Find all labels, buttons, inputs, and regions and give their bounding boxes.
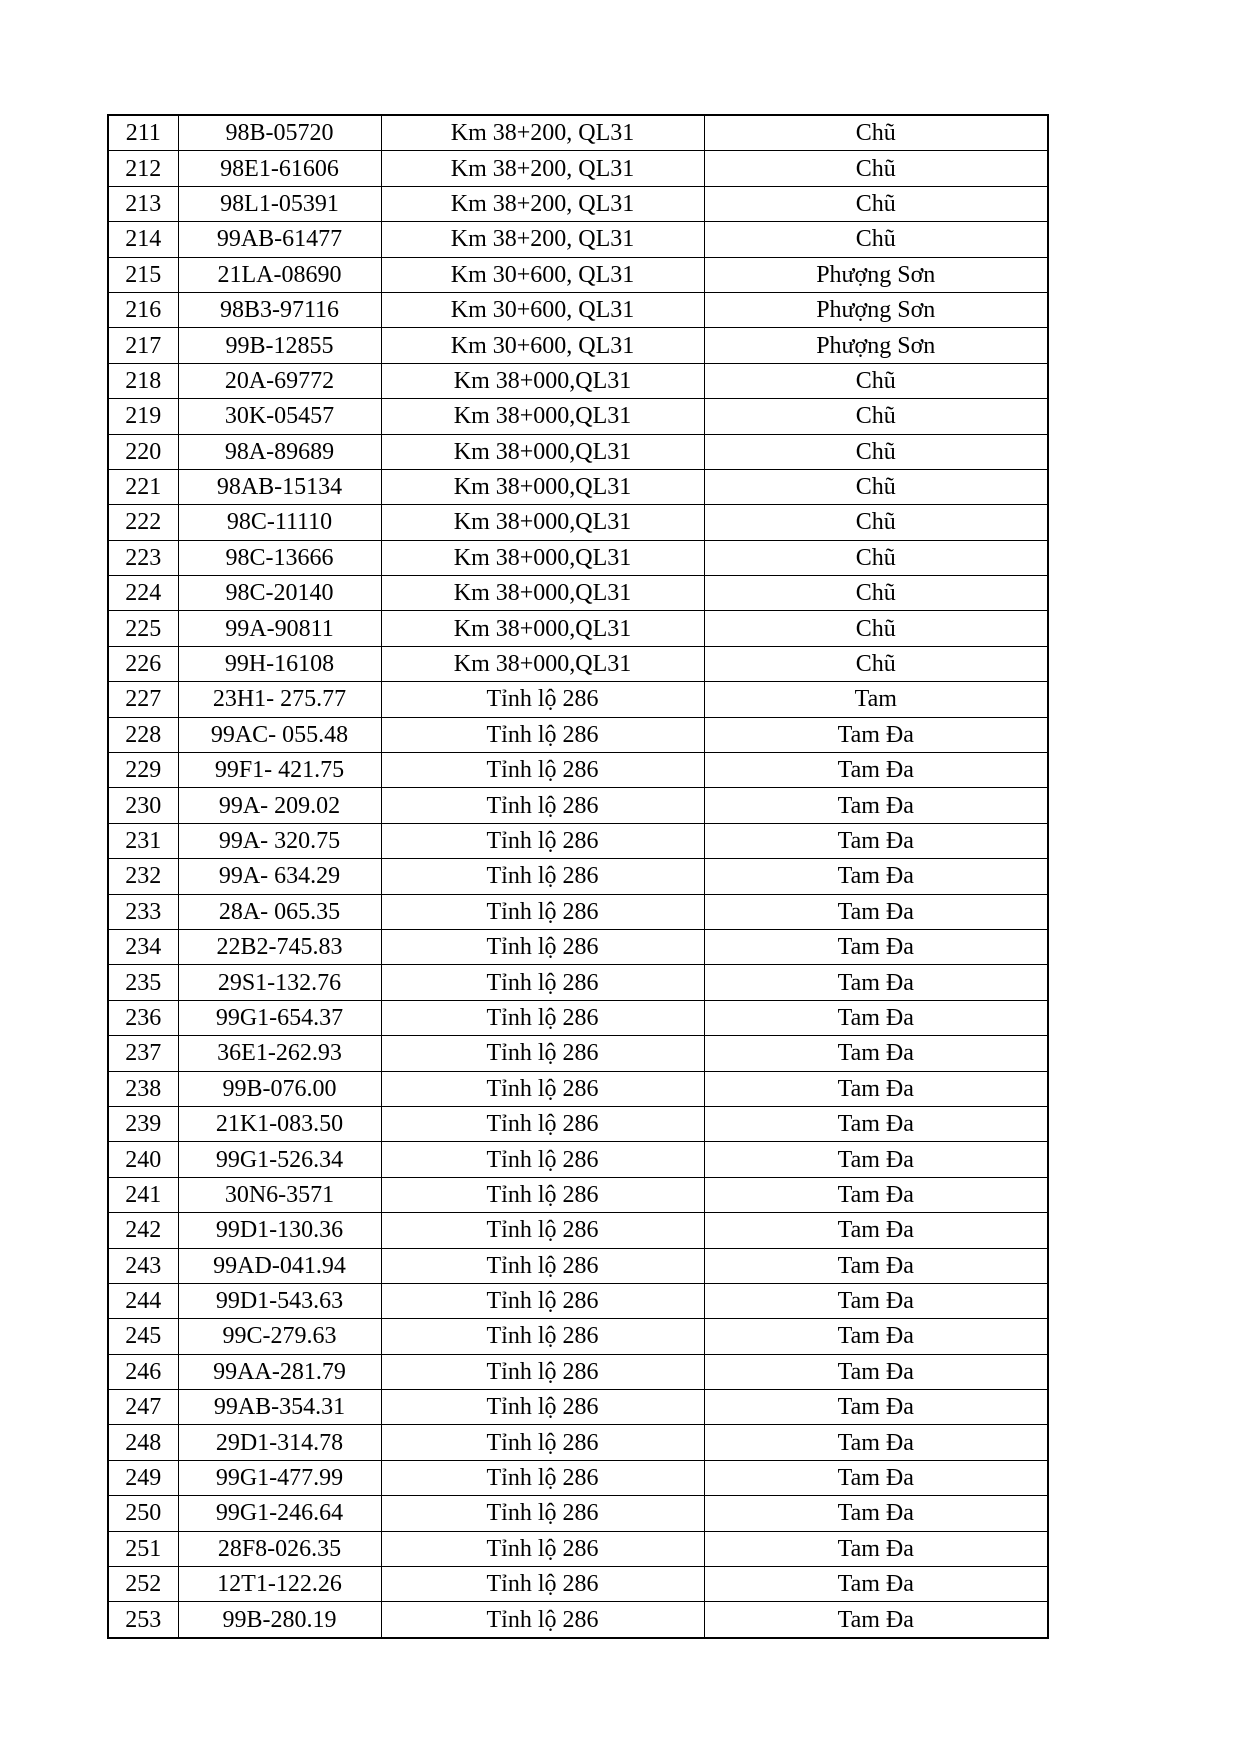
row-number: 236 <box>108 1000 178 1035</box>
area: Tam Đa <box>704 1071 1048 1106</box>
table-row <box>108 788 1048 823</box>
table-row <box>108 1177 1048 1212</box>
row-number: 229 <box>108 753 178 788</box>
area: Chũ <box>704 646 1048 681</box>
license-plate: 99H-16108 <box>178 646 381 681</box>
area: Chũ <box>704 186 1048 221</box>
vehicle-table <box>107 114 1049 1639</box>
location: Tỉnh lộ 286 <box>381 1567 704 1602</box>
license-plate: 99A- 320.75 <box>178 823 381 858</box>
location: Tỉnh lộ 286 <box>381 682 704 717</box>
table-row <box>108 717 1048 752</box>
row-number: 250 <box>108 1496 178 1531</box>
location: Tỉnh lộ 286 <box>381 929 704 964</box>
table-row <box>108 1460 1048 1495</box>
table-row <box>108 1390 1048 1425</box>
row-number: 252 <box>108 1567 178 1602</box>
table-row <box>108 540 1048 575</box>
area: Tam Đa <box>704 1036 1048 1071</box>
location: Km 38+000,QL31 <box>381 434 704 469</box>
area: Tam Đa <box>704 823 1048 858</box>
row-number: 221 <box>108 469 178 504</box>
location: Tỉnh lộ 286 <box>381 1531 704 1566</box>
area: Tam Đa <box>704 788 1048 823</box>
location: Km 38+000,QL31 <box>381 399 704 434</box>
row-number: 235 <box>108 965 178 1000</box>
row-number: 234 <box>108 929 178 964</box>
table-row <box>108 505 1048 540</box>
row-number: 220 <box>108 434 178 469</box>
area: Chũ <box>704 434 1048 469</box>
row-number: 228 <box>108 717 178 752</box>
area: Chũ <box>704 151 1048 186</box>
location: Km 38+000,QL31 <box>381 363 704 398</box>
table-row <box>108 363 1048 398</box>
table-row <box>108 753 1048 788</box>
location: Km 30+600, QL31 <box>381 257 704 292</box>
row-number: 238 <box>108 1071 178 1106</box>
row-number: 214 <box>108 222 178 257</box>
area: Tam Đa <box>704 1460 1048 1495</box>
location: Tỉnh lộ 286 <box>381 1425 704 1460</box>
table-row <box>108 965 1048 1000</box>
table-row <box>108 682 1048 717</box>
area: Phượng Sơn <box>704 257 1048 292</box>
area: Tam Đa <box>704 717 1048 752</box>
location: Tỉnh lộ 286 <box>381 1000 704 1035</box>
area: Tam Đa <box>704 1283 1048 1318</box>
license-plate: 30N6-3571 <box>178 1177 381 1212</box>
location: Km 38+200, QL31 <box>381 151 704 186</box>
location: Tỉnh lộ 286 <box>381 1071 704 1106</box>
table-row <box>108 1106 1048 1141</box>
location: Km 38+200, QL31 <box>381 186 704 221</box>
area: Chũ <box>704 222 1048 257</box>
table-row <box>108 1213 1048 1248</box>
table-row <box>108 1496 1048 1531</box>
location: Tỉnh lộ 286 <box>381 894 704 929</box>
area: Tam Đa <box>704 753 1048 788</box>
row-number: 239 <box>108 1106 178 1141</box>
table-body <box>108 115 1048 1638</box>
license-plate: 12T1-122.26 <box>178 1567 381 1602</box>
area: Tam Đa <box>704 1602 1048 1638</box>
row-number: 224 <box>108 576 178 611</box>
license-plate: 99A- 209.02 <box>178 788 381 823</box>
table-row <box>108 1425 1048 1460</box>
row-number: 231 <box>108 823 178 858</box>
row-number: 222 <box>108 505 178 540</box>
license-plate: 99AC- 055.48 <box>178 717 381 752</box>
area: Phượng Sơn <box>704 328 1048 363</box>
license-plate: 98L1-05391 <box>178 186 381 221</box>
area: Phượng Sơn <box>704 292 1048 327</box>
row-number: 223 <box>108 540 178 575</box>
area: Tam <box>704 682 1048 717</box>
license-plate: 98C-20140 <box>178 576 381 611</box>
location: Tỉnh lộ 286 <box>381 717 704 752</box>
area: Chũ <box>704 399 1048 434</box>
license-plate: 98E1-61606 <box>178 151 381 186</box>
row-number: 245 <box>108 1319 178 1354</box>
location: Tỉnh lộ 286 <box>381 1036 704 1071</box>
table-row <box>108 646 1048 681</box>
license-plate: 20A-69772 <box>178 363 381 398</box>
area: Tam Đa <box>704 1567 1048 1602</box>
area: Tam Đa <box>704 1000 1048 1035</box>
license-plate: 99A-90811 <box>178 611 381 646</box>
table-row <box>108 151 1048 186</box>
license-plate: 98B3-97116 <box>178 292 381 327</box>
location: Tỉnh lộ 286 <box>381 859 704 894</box>
license-plate: 98AB-15134 <box>178 469 381 504</box>
table-row <box>108 115 1048 151</box>
table-row <box>108 1354 1048 1389</box>
table-row <box>108 823 1048 858</box>
location: Km 38+000,QL31 <box>381 646 704 681</box>
area: Tam Đa <box>704 965 1048 1000</box>
row-number: 244 <box>108 1283 178 1318</box>
license-plate: 99A- 634.29 <box>178 859 381 894</box>
table-row <box>108 611 1048 646</box>
license-plate: 99C-279.63 <box>178 1319 381 1354</box>
table-row <box>108 434 1048 469</box>
location: Tỉnh lộ 286 <box>381 1142 704 1177</box>
area: Tam Đa <box>704 1390 1048 1425</box>
row-number: 243 <box>108 1248 178 1283</box>
row-number: 216 <box>108 292 178 327</box>
license-plate: 99B-280.19 <box>178 1602 381 1638</box>
table-row <box>108 1319 1048 1354</box>
license-plate: 98B-05720 <box>178 115 381 151</box>
license-plate: 99G1-526.34 <box>178 1142 381 1177</box>
license-plate: 99F1- 421.75 <box>178 753 381 788</box>
row-number: 237 <box>108 1036 178 1071</box>
row-number: 230 <box>108 788 178 823</box>
table-row <box>108 576 1048 611</box>
location: Km 38+000,QL31 <box>381 469 704 504</box>
license-plate: 28F8-026.35 <box>178 1531 381 1566</box>
area: Chũ <box>704 115 1048 151</box>
license-plate: 23H1- 275.77 <box>178 682 381 717</box>
location: Km 38+200, QL31 <box>381 115 704 151</box>
license-plate: 21LA-08690 <box>178 257 381 292</box>
row-number: 248 <box>108 1425 178 1460</box>
row-number: 249 <box>108 1460 178 1495</box>
table-row <box>108 1567 1048 1602</box>
license-plate: 99G1-477.99 <box>178 1460 381 1495</box>
license-plate: 99AB-61477 <box>178 222 381 257</box>
license-plate: 99B-076.00 <box>178 1071 381 1106</box>
location: Tỉnh lộ 286 <box>381 1319 704 1354</box>
table-row <box>108 1142 1048 1177</box>
row-number: 212 <box>108 151 178 186</box>
table-row <box>108 292 1048 327</box>
area: Tam Đa <box>704 1425 1048 1460</box>
license-plate: 21K1-083.50 <box>178 1106 381 1141</box>
table-row <box>108 469 1048 504</box>
row-number: 232 <box>108 859 178 894</box>
table-row <box>108 328 1048 363</box>
table-row <box>108 1071 1048 1106</box>
row-number: 226 <box>108 646 178 681</box>
area: Tam Đa <box>704 1142 1048 1177</box>
table-row <box>108 1602 1048 1638</box>
location: Tỉnh lộ 286 <box>381 1213 704 1248</box>
area: Tam Đa <box>704 1354 1048 1389</box>
area: Tam Đa <box>704 1106 1048 1141</box>
license-plate: 22B2-745.83 <box>178 929 381 964</box>
location: Tỉnh lộ 286 <box>381 1177 704 1212</box>
row-number: 213 <box>108 186 178 221</box>
row-number: 242 <box>108 1213 178 1248</box>
location: Tỉnh lộ 286 <box>381 1106 704 1141</box>
area: Tam Đa <box>704 929 1048 964</box>
location: Tỉnh lộ 286 <box>381 1460 704 1495</box>
license-plate: 99AD-041.94 <box>178 1248 381 1283</box>
location: Tỉnh lộ 286 <box>381 1283 704 1318</box>
area: Chũ <box>704 363 1048 398</box>
area: Chũ <box>704 505 1048 540</box>
row-number: 247 <box>108 1390 178 1425</box>
license-plate: 29S1-132.76 <box>178 965 381 1000</box>
license-plate: 98C-11110 <box>178 505 381 540</box>
row-number: 211 <box>108 115 178 151</box>
location: Tỉnh lộ 286 <box>381 1390 704 1425</box>
location: Km 38+000,QL31 <box>381 540 704 575</box>
area: Tam Đa <box>704 1496 1048 1531</box>
table-row <box>108 1000 1048 1035</box>
area: Tam Đa <box>704 1531 1048 1566</box>
row-number: 233 <box>108 894 178 929</box>
location: Tỉnh lộ 286 <box>381 1248 704 1283</box>
table-row <box>108 1248 1048 1283</box>
table-row <box>108 222 1048 257</box>
license-plate: 98C-13666 <box>178 540 381 575</box>
table-row <box>108 894 1048 929</box>
location: Tỉnh lộ 286 <box>381 1602 704 1638</box>
table-row <box>108 1283 1048 1318</box>
area: Tam Đa <box>704 859 1048 894</box>
area: Chũ <box>704 611 1048 646</box>
area: Chũ <box>704 576 1048 611</box>
license-plate: 99B-12855 <box>178 328 381 363</box>
license-plate: 99AB-354.31 <box>178 1390 381 1425</box>
license-plate: 29D1-314.78 <box>178 1425 381 1460</box>
table-row <box>108 859 1048 894</box>
location: Km 38+200, QL31 <box>381 222 704 257</box>
area: Tam Đa <box>704 1213 1048 1248</box>
row-number: 217 <box>108 328 178 363</box>
row-number: 240 <box>108 1142 178 1177</box>
license-plate: 99D1-130.36 <box>178 1213 381 1248</box>
table-row <box>108 186 1048 221</box>
license-plate: 28A- 065.35 <box>178 894 381 929</box>
row-number: 246 <box>108 1354 178 1389</box>
row-number: 219 <box>108 399 178 434</box>
license-plate: 99AA-281.79 <box>178 1354 381 1389</box>
location: Km 30+600, QL31 <box>381 328 704 363</box>
row-number: 227 <box>108 682 178 717</box>
location: Km 38+000,QL31 <box>381 505 704 540</box>
area: Tam Đa <box>704 1177 1048 1212</box>
license-plate: 99G1-246.64 <box>178 1496 381 1531</box>
location: Tỉnh lộ 286 <box>381 1354 704 1389</box>
row-number: 251 <box>108 1531 178 1566</box>
location: Tỉnh lộ 286 <box>381 788 704 823</box>
license-plate: 99D1-543.63 <box>178 1283 381 1318</box>
row-number: 225 <box>108 611 178 646</box>
license-plate: 36E1-262.93 <box>178 1036 381 1071</box>
license-plate: 99G1-654.37 <box>178 1000 381 1035</box>
table-row <box>108 257 1048 292</box>
location: Tỉnh lộ 286 <box>381 823 704 858</box>
location: Km 38+000,QL31 <box>381 576 704 611</box>
license-plate: 30K-05457 <box>178 399 381 434</box>
row-number: 253 <box>108 1602 178 1638</box>
row-number: 241 <box>108 1177 178 1212</box>
area: Chũ <box>704 469 1048 504</box>
license-plate: 98A-89689 <box>178 434 381 469</box>
location: Tỉnh lộ 286 <box>381 1496 704 1531</box>
table-row <box>108 929 1048 964</box>
table-row <box>108 1531 1048 1566</box>
area: Tam Đa <box>704 894 1048 929</box>
location: Km 38+000,QL31 <box>381 611 704 646</box>
table-row <box>108 399 1048 434</box>
row-number: 215 <box>108 257 178 292</box>
location: Tỉnh lộ 286 <box>381 753 704 788</box>
area: Tam Đa <box>704 1248 1048 1283</box>
area: Tam Đa <box>704 1319 1048 1354</box>
location: Km 30+600, QL31 <box>381 292 704 327</box>
row-number: 218 <box>108 363 178 398</box>
location: Tỉnh lộ 286 <box>381 965 704 1000</box>
table-row <box>108 1036 1048 1071</box>
area: Chũ <box>704 540 1048 575</box>
